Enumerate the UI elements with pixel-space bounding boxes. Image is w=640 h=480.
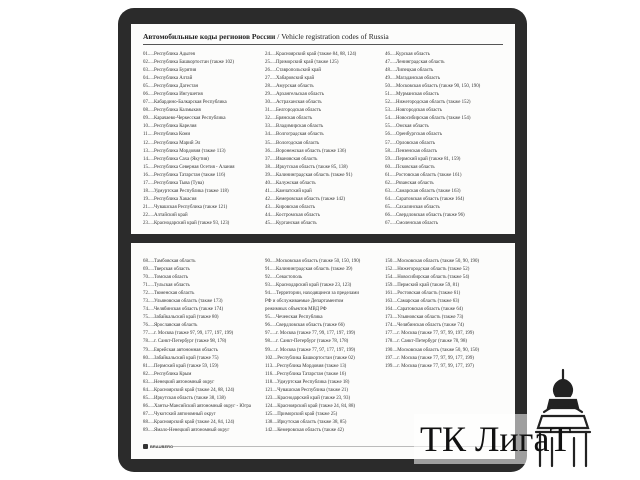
region-row: 71.....Тульская область <box>143 283 190 289</box>
region-row: 35.....Вологодская область <box>265 140 320 146</box>
region-row: 174....Челябинская область (также 74) <box>385 323 464 329</box>
region-row: 142....Кемеровская область (также 42) <box>265 427 344 433</box>
region-row: 40.....Калужская область <box>265 180 316 186</box>
region-row: 60.....Псковская область <box>385 164 435 170</box>
bottom-column-1 <box>143 258 263 435</box>
region-row: 190....Московская область (также 50, 90, 150) <box>385 347 480 353</box>
region-row: 173....Ульяновская область (также 73) <box>385 315 464 321</box>
region-row: 31.....Белгородская область <box>265 108 322 114</box>
region-row: 54.....Новосибирская область (также 154) <box>385 116 471 122</box>
region-row: 36.....Воронежская область (также 136) <box>265 148 347 154</box>
bottom-column-2 <box>265 258 383 435</box>
region-row: 12.....Республика Марий Эл <box>143 140 201 146</box>
region-row: 63.....Самарская область (также 163) <box>385 188 461 194</box>
region-row: 96.....Свердловская область (также 66) <box>265 323 345 329</box>
region-row: 116....Республика Татарстан (также 16) <box>265 371 346 377</box>
region-row: 58.....Пензенская область <box>385 148 438 154</box>
region-row: 118....Удмуртская Республика (также 18) <box>265 379 350 385</box>
region-row: 97.....г. Москва (также 77, 99, 177, 197, 199) <box>265 331 356 337</box>
region-row: 98.....г. Санкт-Петербург (также 78, 178) <box>265 339 349 345</box>
watermark-text: ТК ЛигаТ <box>420 419 572 459</box>
region-row: 55.....Омская область <box>385 124 429 130</box>
region-row: 72.....Тюменская область <box>143 291 195 297</box>
region-row: 124....Красноярский край (также 24, 84, 88) <box>265 403 356 409</box>
region-row: 09.....Карачаево-Черкесская Республика <box>143 116 226 122</box>
top-column-3 <box>385 51 505 228</box>
region-row: 99.....г. Москва (также 77, 97, 177, 197, 199) <box>265 347 356 353</box>
region-row: 27.....Хабаровский край <box>265 76 315 82</box>
region-row: 177....г. Москва (также 77, 97, 99, 197, 199) <box>385 331 474 337</box>
region-row: 152....Нижегородская область (также 52) <box>385 267 470 273</box>
region-row: 04.....Республика Алтай <box>143 76 193 82</box>
region-row: 21.....Чувашская Республика (также 121) <box>143 204 228 210</box>
region-row: 93.....Краснодарский край (также 23, 123) <box>265 283 352 289</box>
brand-mark-icon <box>143 444 148 449</box>
region-row: 50.....Московская область (также 90, 150, 190) <box>385 84 481 90</box>
region-row: 70.....Томская область <box>143 275 189 281</box>
region-row: 22.....Алтайский край <box>143 212 188 218</box>
region-row: 154....Новосибирская область (также 54) <box>385 275 470 281</box>
region-row: 44.....Костромская область <box>265 212 320 218</box>
region-row: 75.....Забайкальский край (также 80) <box>143 315 219 321</box>
region-row: 42.....Кемеровская область (также 142) <box>265 196 346 202</box>
region-row: 29.....Архангельская область <box>265 92 325 98</box>
region-row: 77.....г. Москва (также 97, 99, 177, 197, 199) <box>143 331 234 337</box>
region-row: 53.....Новгородская область <box>385 108 442 114</box>
region-row: 37.....Ивановская область <box>265 156 318 162</box>
region-row: 92.....Севастополь <box>265 275 303 281</box>
title-divider <box>143 44 503 45</box>
brand-logo <box>143 444 173 449</box>
region-row: 39.....Калининградская область (также 91) <box>265 172 353 178</box>
region-row: 45.....Курганская область <box>265 220 317 226</box>
region-row: 16.....Республика Татарстан (также 116) <box>143 172 226 178</box>
region-row: 43.....Кировская область <box>265 204 316 210</box>
region-row: 150....Московская область (также 50, 90, 190) <box>385 259 480 264</box>
region-row: 87.....Чукотский автономный округ <box>143 411 216 417</box>
region-row: 83.....Ненецкий автономный округ <box>143 379 215 385</box>
region-row: 163....Самарская область (также 63) <box>385 299 460 305</box>
title-separator: / <box>275 32 282 41</box>
region-row: 159....Пермский край (также 59, 81) <box>385 283 460 289</box>
bottom-column-3 <box>385 258 505 371</box>
region-row: 47.....Ленинградская область <box>385 60 445 66</box>
region-row: 69.....Тверская область <box>143 267 190 273</box>
region-row: 67.....Смоленская область <box>385 220 439 226</box>
region-row: 03.....Республика Бурятия <box>143 68 197 74</box>
region-row: 121....Чувашская Республика (также 21) <box>265 387 348 393</box>
region-row: 15.....Республика Северная Осетия - Алания <box>143 164 235 170</box>
top-page <box>131 24 515 234</box>
region-row: 64.....Саратовская область (также 164) <box>385 196 465 202</box>
region-row: 26.....Ставропольский край <box>265 68 322 74</box>
region-row: 76.....Ярославская область <box>143 323 198 329</box>
region-row: 82.....Республика Крым <box>143 371 192 377</box>
region-row: 14.....Республика Саха (Якутия) <box>143 156 209 162</box>
region-row: 41.....Камчатский край <box>265 188 312 194</box>
region-row: 85.....Иркутская область (также 38, 138) <box>143 395 226 401</box>
title-ru: Автомобильные коды регионов России <box>143 32 276 41</box>
region-row: 81.....Пермский край (также 59, 159) <box>143 363 219 369</box>
region-row: 28.....Амурская область <box>265 84 314 90</box>
title-en: Vehicle registration codes of Russia <box>281 32 389 41</box>
region-row: 32.....Брянская область <box>265 116 313 122</box>
top-column-1 <box>143 51 263 228</box>
region-row: 88.....Красноярский край (также 24, 84, 124) <box>143 419 235 425</box>
region-row: 79.....Еврейская автономная область <box>143 347 218 353</box>
region-row: 34.....Волгоградская область <box>265 132 324 138</box>
region-row: 74.....Челябинская область (также 174) <box>143 307 224 313</box>
region-row: 80.....Забайкальский край (также 75) <box>143 355 219 361</box>
region-row: 86.....Ханты-Мансийский автономный округ - Югра <box>143 403 251 409</box>
region-row: режимных объектов МВД РФ <box>265 307 327 313</box>
region-row: 62.....Рязанская область <box>385 180 434 186</box>
region-row: 10.....Республика Карелия <box>143 124 197 130</box>
region-row: 18.....Удмуртская Республика (также 118) <box>143 188 229 194</box>
region-row: 199....г. Москва (также 77, 97, 99, 177, 197) <box>385 363 474 369</box>
region-row: 89.....Ямало-Ненецкий автономный округ <box>143 427 230 433</box>
region-row: 84.....Красноярский край (также 24, 88, 124) <box>143 387 235 393</box>
region-row: 25.....Приморский край (также 125) <box>265 60 339 66</box>
region-row: 30.....Астраханская область <box>265 100 322 106</box>
region-row: 178....г. Санкт-Петербург (также 78, 98) <box>385 339 468 345</box>
region-row: 51.....Мурманская область <box>385 92 439 98</box>
region-row: 161....Ростовская область (также 61) <box>385 291 461 297</box>
region-row: 17.....Республика Тыва (Тува) <box>143 180 204 186</box>
region-row: 49.....Магаданская область <box>385 76 441 82</box>
region-row: 13.....Республика Мордовия (также 113) <box>143 148 226 154</box>
region-row: 78.....г. Санкт-Петербург (также 98, 178) <box>143 339 227 345</box>
region-row: 95.....Чеченская Республика <box>265 315 323 321</box>
page-title <box>143 32 389 41</box>
region-row: 05.....Республика Дагестан <box>143 84 199 90</box>
brand-name: BRAUBERG <box>150 444 174 449</box>
region-row: 52.....Нижегородская область (также 152) <box>385 100 471 106</box>
region-row: 65.....Сахалинская область <box>385 204 440 210</box>
region-row: 02.....Республика Башкортостан (также 102) <box>143 60 235 66</box>
region-row: 113....Республика Мордовия (также 13) <box>265 363 347 369</box>
region-row: 01.....Республика Адыгея <box>143 52 195 57</box>
region-row: 48.....Липецкая область <box>385 68 434 74</box>
region-row: 123....Краснодарский край (также 23, 93) <box>265 395 351 401</box>
region-row: 90.....Московская область (также 50, 150, 190) <box>265 259 361 264</box>
region-row: 102....Республика Башкортостан (также 02) <box>265 355 355 361</box>
region-row: 33.....Владимирская область <box>265 124 324 130</box>
region-row: 08.....Республика Калмыкия <box>143 108 201 114</box>
region-row: 38.....Иркутская область (также 85, 138) <box>265 164 348 170</box>
region-row: 68.....Тамбовская область <box>143 259 196 264</box>
region-row: 66.....Свердловская область (также 96) <box>385 212 465 218</box>
top-column-2 <box>265 51 383 228</box>
region-row: 61.....Ростовская область (также 161) <box>385 172 462 178</box>
region-row: 197....г. Москва (также 77, 97, 99, 177, 199) <box>385 355 474 361</box>
region-row: РФ и обслуживаемые Департаментом <box>265 299 344 305</box>
region-row: 125....Приморский край (также 25) <box>265 411 338 417</box>
region-row: 19.....Республика Хакасия <box>143 196 197 202</box>
region-row: 94.....Территории, находящиеся за пределами <box>265 291 360 297</box>
region-row: 11.....Республика Коми <box>143 132 191 138</box>
region-row: 57.....Орловская область <box>385 140 436 146</box>
region-row: 56.....Оренбургская область <box>385 132 443 138</box>
region-row: 91.....Калининградская область (также 39) <box>265 267 353 273</box>
region-row: 164....Саратовская область (также 64) <box>385 307 463 313</box>
region-row: 24.....Красноярский край (также 84, 88, 124) <box>265 52 357 57</box>
region-row: 23.....Краснодарский край (также 93, 123) <box>143 220 230 226</box>
region-row: 138....Иркутская область (также 38, 85) <box>265 419 347 425</box>
region-row: 06.....Республика Ингушетия <box>143 92 203 98</box>
region-row: 07.....Кабардино-Балкарская Республика <box>143 100 227 106</box>
region-row: 73.....Ульяновская область (также 173) <box>143 299 223 305</box>
region-row: 46.....Курская область <box>385 52 430 57</box>
region-row: 59.....Пермский край (также 81, 159) <box>385 156 461 162</box>
